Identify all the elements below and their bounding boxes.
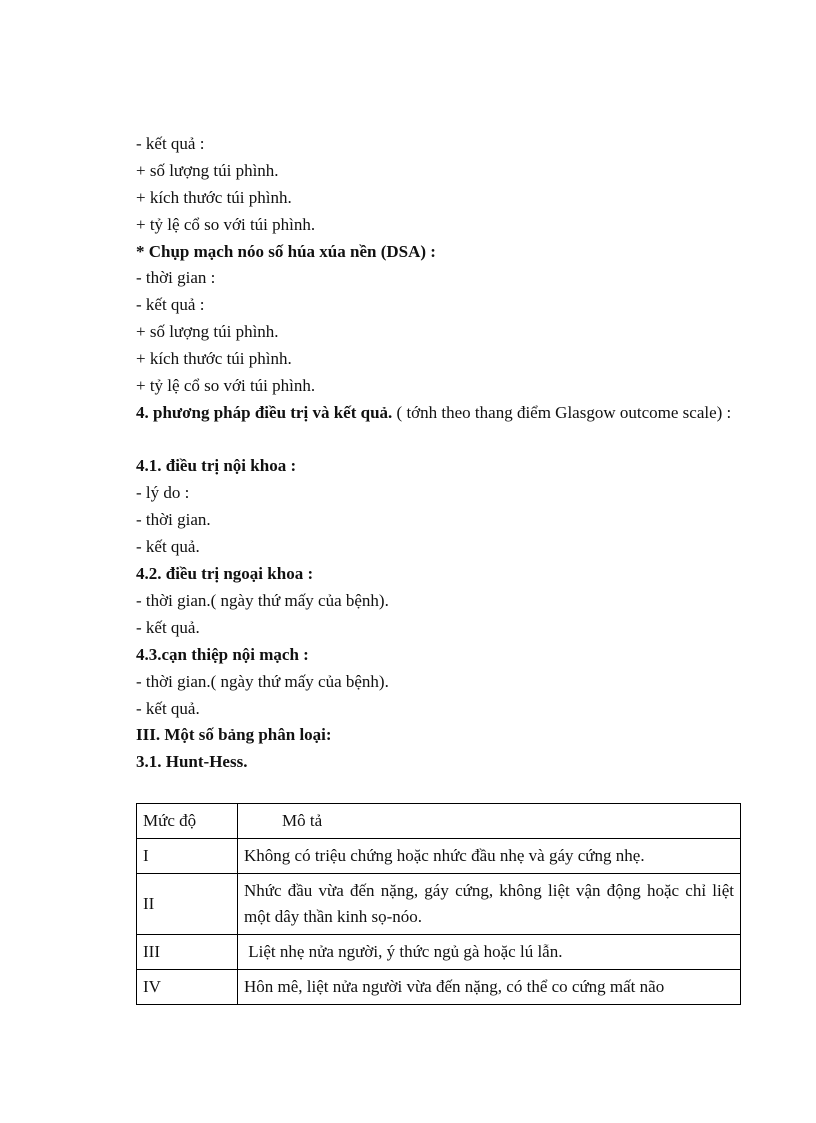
hunt-hess-table [136, 803, 741, 1005]
result-item: - kết quả. [136, 537, 200, 556]
section-4-heading: 4. phương pháp điều trị và kết quả. [136, 403, 393, 422]
table-row [137, 839, 741, 874]
time-item: - thời gian.( ngày thứ mấy của bệnh). [136, 672, 389, 691]
time-item: - thời gian.( ngày thứ mấy của bệnh). [136, 591, 389, 610]
reason-item: - lý do : [136, 483, 190, 502]
neck-ratio-item: + tỷ lệ cổ so với túi phình. [136, 215, 316, 234]
section-iii-heading: III. Một số bảng phân loại: [136, 725, 332, 744]
section-4-paragraph [136, 400, 740, 426]
grade-cell: II [137, 874, 238, 935]
time-item: - thời gian. [136, 510, 211, 529]
grade-cell: IV [137, 970, 238, 1005]
aneurysm-size-item: + kích thước túi phình. [136, 349, 292, 368]
table-row [137, 874, 741, 935]
dsa-heading: * Chụp mạch nóo số húa xúa nền (DSA) : [136, 242, 436, 261]
section-4-3-heading: 4.3.cạn thiệp nội mạch : [136, 645, 309, 664]
section-4-2-heading: 4.2. điều trị ngoại khoa : [136, 564, 314, 583]
description-cell: Hôn mê, liệt nửa người vừa đến nặng, có thể co cứng mất não [238, 970, 741, 1005]
result-item: - kết quả : [136, 134, 205, 153]
time-item: - thời gian : [136, 268, 216, 287]
section-4-note: ( tớnh theo thang điểm Glasgow outcome scale) : [392, 403, 732, 422]
aneurysm-size-item: + kích thước túi phình. [136, 188, 292, 207]
description-cell: Nhức đầu vừa đến nặng, gáy cứng, không liệt vận động hoặc chỉ liệt một dây thần kinh sọ-nóo. [238, 874, 741, 935]
table-row [137, 935, 741, 970]
result-item: - kết quả. [136, 618, 200, 637]
header-grade: Mức độ [137, 804, 238, 839]
description-cell: Liệt nhẹ nửa người, ý thức ngủ gà hoặc lú lẫn. [238, 935, 741, 970]
neck-ratio-item: + tỷ lệ cổ so với túi phình. [136, 376, 316, 395]
result-item: - kết quả. [136, 699, 200, 718]
aneurysm-count-item: + số lượng túi phình. [136, 322, 279, 341]
table-header-row [137, 804, 741, 839]
description-cell: Không có triệu chứng hoặc nhức đầu nhẹ và gáy cứng nhẹ. [238, 839, 741, 874]
header-description: Mô tả [238, 804, 741, 839]
result-item: - kết quả : [136, 295, 205, 314]
grade-cell: I [137, 839, 238, 874]
table-row [137, 970, 741, 1005]
section-4-1-heading: 4.1. điều trị nội khoa : [136, 456, 297, 475]
aneurysm-count-item: + số lượng túi phình. [136, 161, 279, 180]
grade-cell: III [137, 935, 238, 970]
hunt-hess-heading: 3.1. Hunt-Hess. [136, 752, 248, 771]
